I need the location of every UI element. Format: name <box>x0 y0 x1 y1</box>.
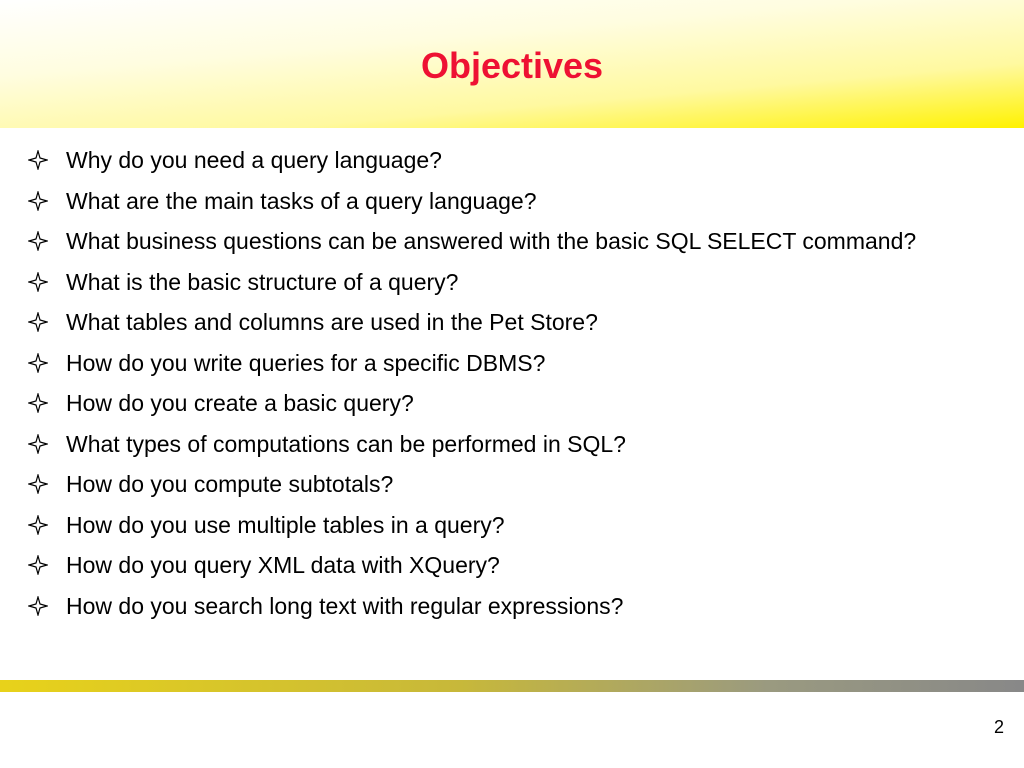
bullet-list <box>28 143 988 629</box>
star-bullet-icon <box>28 555 48 575</box>
bullet-item <box>28 265 988 299</box>
star-bullet-icon <box>28 272 48 292</box>
star-bullet-icon <box>28 150 48 170</box>
star-bullet-icon <box>28 515 48 535</box>
star-bullet-icon <box>28 231 48 251</box>
bullet-text: Why do you need a query language? <box>66 147 442 173</box>
bullet-item <box>28 386 988 420</box>
bullet-item <box>28 224 988 258</box>
bullet-text: How do you query XML data with XQuery? <box>66 552 500 578</box>
bullet-text: What tables and columns are used in the Pet Store? <box>66 309 598 335</box>
star-bullet-icon <box>28 393 48 413</box>
star-bullet-icon <box>28 474 48 494</box>
bullet-text: How do you create a basic query? <box>66 390 414 416</box>
slide-title: Objectives <box>420 45 604 86</box>
bullet-item <box>28 508 988 542</box>
bullet-item <box>28 346 988 380</box>
bullet-item <box>28 467 988 501</box>
bullet-text: How do you search long text with regular expressions? <box>66 592 624 619</box>
star-bullet-icon <box>28 596 48 616</box>
bullet-item <box>28 184 988 218</box>
bullet-item <box>28 305 988 339</box>
star-bullet-icon <box>28 312 48 332</box>
star-bullet-icon <box>28 434 48 454</box>
bullet-item <box>28 589 988 623</box>
bullet-item <box>28 548 988 582</box>
bullet-text: How do you compute subtotals? <box>66 471 394 497</box>
bullet-text: What are the main tasks of a query language? <box>66 187 537 214</box>
bullet-text: How do you use multiple tables in a query? <box>66 511 505 538</box>
star-bullet-icon <box>28 191 48 211</box>
bullet-item <box>28 427 988 461</box>
bullet-text: What is the basic structure of a query? <box>66 268 459 295</box>
star-bullet-icon <box>28 353 48 373</box>
bullet-text: What types of computations can be performed in SQL? <box>66 430 626 457</box>
bottom-divider <box>0 680 1024 692</box>
bullet-text: How do you write queries for a specific DBMS? <box>66 349 546 376</box>
bullet-text: What business questions can be answered with the basic SQL SELECT command? <box>66 228 917 254</box>
bullet-item <box>28 143 988 177</box>
page-number: 2 <box>993 717 1004 737</box>
